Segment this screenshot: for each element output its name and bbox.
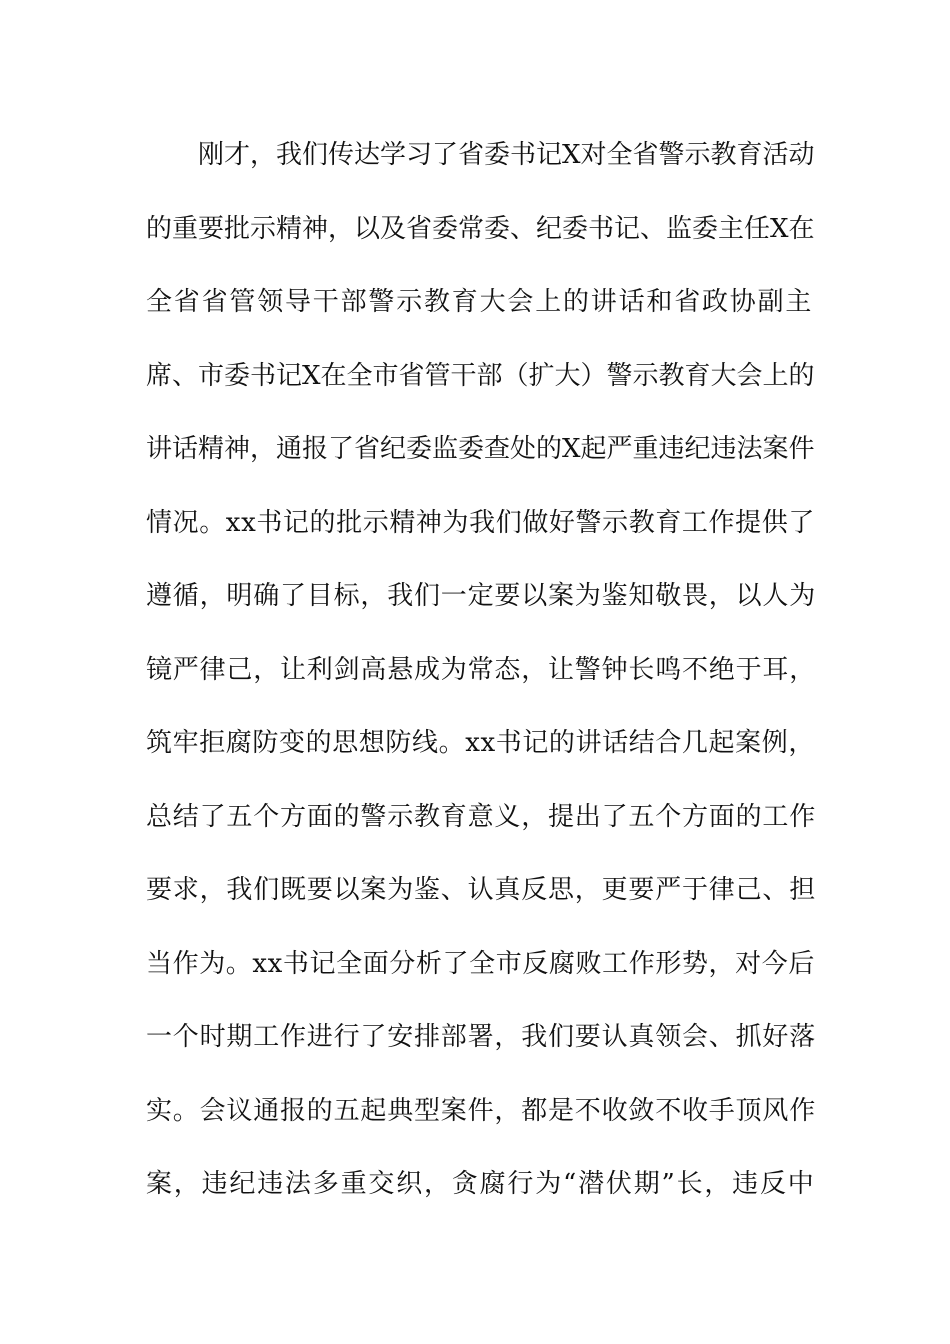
text-line: 的重要批示精神，以及省委常委、纪委书记、监委主任X在 (146, 213, 815, 244)
text-line: 一个时期工作进行了安排部署，我们要认真领会、抓好落 (146, 1022, 817, 1052)
text-line: 实。会议通报的五起典型案件，都是不收敛不收手顶风作 (146, 1095, 817, 1126)
text-line: 当作为。xx书记全面分析了全市反腐败工作形势，对今后 (146, 948, 815, 979)
text-line: 全省省管领导干部警示教育大会上的讲话和省政协副主 (146, 287, 814, 317)
text-line: 镜严律己，让利剑高悬成为常态，让警钟长鸣不绝于耳， (146, 654, 817, 685)
body-paragraph (146, 124, 816, 1227)
text-line: 要求，我们既要以案为鉴、认真反思，更要严于律己、担 (146, 875, 817, 905)
text-line: 讲话精神，通报了省纪委监委查处的X起严重违纪违法案件 (146, 434, 815, 464)
text-line: 遵循，明确了目标，我们一定要以案为鉴知敬畏，以人为 (146, 581, 817, 611)
text-line: 案，违纪违法多重交织，贪腐行为“潜伏期”长，违反中 (146, 1169, 816, 1199)
text-line: 情况。xx书记的批示精神为我们做好警示教育工作提供了 (146, 507, 815, 538)
text-line: 总结了五个方面的警示教育意义，提出了五个方面的工作 (146, 801, 817, 832)
text-line: 席、市委书记X在全市省管干部（扩大）警示教育大会上的 (146, 360, 815, 391)
text-line: 筑牢拒腐防变的思想防线。xx书记的讲话结合几起案例， (146, 728, 815, 758)
text-line: 刚才，我们传达学习了省委书记X对全省警示教育活动 (198, 140, 815, 170)
